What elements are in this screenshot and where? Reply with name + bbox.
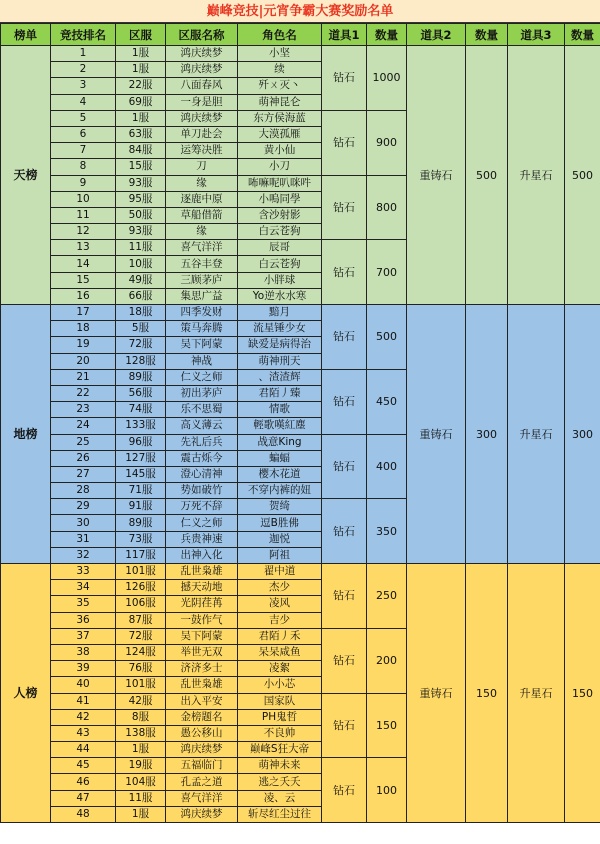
server-cell: 124服	[116, 644, 166, 660]
reward-table	[0, 23, 600, 823]
server-cell: 22服	[116, 78, 166, 94]
server-name-cell: 仁义之师	[166, 515, 238, 531]
role-name-cell: 萌神未来	[238, 758, 322, 774]
role-name-cell: 缺爱是病得治	[238, 337, 322, 353]
server-name-cell: 鸿庆续梦	[166, 806, 238, 822]
rank-cell: 17	[51, 305, 116, 321]
header-server-name: 区服名称	[166, 24, 238, 46]
rank-cell: 16	[51, 288, 116, 304]
server-name-cell: 五福临门	[166, 758, 238, 774]
server-name-cell: 四季发财	[166, 305, 238, 321]
rank-cell: 15	[51, 272, 116, 288]
server-name-cell: 缘	[166, 224, 238, 240]
item1-cell: 钻石	[322, 369, 367, 434]
rank-cell: 14	[51, 256, 116, 272]
server-name-cell: 一身是胆	[166, 94, 238, 110]
server-name-cell: 震古烁今	[166, 450, 238, 466]
header-qty1: 数量	[367, 24, 407, 46]
server-cell: 93服	[116, 175, 166, 191]
server-name-cell: 乐不思蜀	[166, 402, 238, 418]
header-qty3: 数量	[565, 24, 600, 46]
server-cell: 18服	[116, 305, 166, 321]
server-cell: 1服	[116, 110, 166, 126]
server-name-cell: 出入平安	[166, 693, 238, 709]
board-name: 地榜	[1, 305, 51, 564]
server-cell: 95服	[116, 191, 166, 207]
rank-cell: 47	[51, 790, 116, 806]
page-title: 巅峰竞技|元宵争霸大赛奖励名单	[0, 0, 600, 23]
server-cell: 72服	[116, 628, 166, 644]
server-cell: 127服	[116, 450, 166, 466]
server-name-cell: 先礼后兵	[166, 434, 238, 450]
role-name-cell: 君陌丿臻	[238, 385, 322, 401]
qty1-cell: 450	[367, 369, 407, 434]
role-name-cell: 巅峰S狂大帝	[238, 742, 322, 758]
item1-cell: 钻石	[322, 240, 367, 305]
role-name-cell: 贺绮	[238, 499, 322, 515]
rank-cell: 45	[51, 758, 116, 774]
rank-cell: 26	[51, 450, 116, 466]
role-name-cell: 小坚	[238, 46, 322, 62]
header-item3: 道具3	[508, 24, 565, 46]
server-name-cell: 喜气洋洋	[166, 240, 238, 256]
server-cell: 117服	[116, 547, 166, 563]
server-cell: 74服	[116, 402, 166, 418]
rank-cell: 13	[51, 240, 116, 256]
role-name-cell: 流星锤少女	[238, 321, 322, 337]
server-cell: 11服	[116, 790, 166, 806]
role-name-cell: 战意King	[238, 434, 322, 450]
role-name-cell: 逗B胜佛	[238, 515, 322, 531]
server-name-cell: 运筹决胜	[166, 143, 238, 159]
rank-cell: 36	[51, 612, 116, 628]
role-name-cell: 白云苍狗	[238, 256, 322, 272]
server-cell: 72服	[116, 337, 166, 353]
header-board: 榜单	[1, 24, 51, 46]
server-name-cell: 光阴荏苒	[166, 596, 238, 612]
qty2-cell: 150	[466, 564, 508, 823]
rank-cell: 19	[51, 337, 116, 353]
qty1-cell: 250	[367, 564, 407, 629]
server-cell: 15服	[116, 159, 166, 175]
role-name-cell: 白云苍狗	[238, 224, 322, 240]
item1-cell: 钻石	[322, 110, 367, 175]
role-name-cell: 呆呆咸鱼	[238, 644, 322, 660]
rank-cell: 22	[51, 385, 116, 401]
server-name-cell: 出神入化	[166, 547, 238, 563]
item1-cell: 钻石	[322, 175, 367, 240]
qty1-cell: 500	[367, 305, 407, 370]
server-name-cell: 草船借箭	[166, 207, 238, 223]
role-name-cell: 萌神昆仑	[238, 94, 322, 110]
server-name-cell: 鸿庆续梦	[166, 46, 238, 62]
rank-cell: 37	[51, 628, 116, 644]
server-cell: 1服	[116, 742, 166, 758]
rank-cell: 44	[51, 742, 116, 758]
board-name: 天榜	[1, 46, 51, 305]
server-name-cell: 兵贵神速	[166, 531, 238, 547]
server-cell: 101服	[116, 677, 166, 693]
rank-cell: 12	[51, 224, 116, 240]
item1-cell: 钻石	[322, 46, 367, 111]
server-cell: 104服	[116, 774, 166, 790]
item1-cell: 钻石	[322, 628, 367, 693]
item1-cell: 钻石	[322, 758, 367, 823]
rank-cell: 21	[51, 369, 116, 385]
server-cell: 89服	[116, 515, 166, 531]
table-row	[1, 46, 600, 62]
server-cell: 89服	[116, 369, 166, 385]
role-name-cell: 咘嘛呢叭咪吽	[238, 175, 322, 191]
server-cell: 49服	[116, 272, 166, 288]
server-name-cell: 高义薄云	[166, 418, 238, 434]
qty1-cell: 1000	[367, 46, 407, 111]
server-cell: 1服	[116, 62, 166, 78]
header-qty2: 数量	[466, 24, 508, 46]
rank-cell: 31	[51, 531, 116, 547]
server-name-cell: 一鼓作气	[166, 612, 238, 628]
server-name-cell: 单刀赴会	[166, 126, 238, 142]
role-name-cell: 黄小仙	[238, 143, 322, 159]
header-server: 区服	[116, 24, 166, 46]
role-name-cell: 不穿内裤的妞	[238, 483, 322, 499]
rank-cell: 41	[51, 693, 116, 709]
role-name-cell: 凌、云	[238, 790, 322, 806]
item1-cell: 钻石	[322, 564, 367, 629]
server-cell: 50服	[116, 207, 166, 223]
server-name-cell: 举世无双	[166, 644, 238, 660]
server-name-cell: 五谷丰登	[166, 256, 238, 272]
server-name-cell: 鸿庆续梦	[166, 110, 238, 126]
server-cell: 96服	[116, 434, 166, 450]
server-cell: 42服	[116, 693, 166, 709]
server-name-cell: 刀	[166, 159, 238, 175]
role-name-cell: 歼ㄨ灭丶	[238, 78, 322, 94]
qty3-cell: 300	[565, 305, 600, 564]
server-name-cell: 八面春风	[166, 78, 238, 94]
role-name-cell: 不良帅	[238, 725, 322, 741]
server-name-cell: 势如破竹	[166, 483, 238, 499]
role-name-cell: 东方侯海蓝	[238, 110, 322, 126]
rank-cell: 32	[51, 547, 116, 563]
table-row	[1, 564, 600, 580]
rank-cell: 2	[51, 62, 116, 78]
role-name-cell: 小嗚同學	[238, 191, 322, 207]
rank-cell: 11	[51, 207, 116, 223]
rank-cell: 39	[51, 661, 116, 677]
rank-cell: 5	[51, 110, 116, 126]
server-cell: 76服	[116, 661, 166, 677]
server-name-cell: 集思广益	[166, 288, 238, 304]
server-cell: 10服	[116, 256, 166, 272]
server-name-cell: 愚公移山	[166, 725, 238, 741]
rank-cell: 25	[51, 434, 116, 450]
qty1-cell: 400	[367, 434, 407, 499]
rank-cell: 24	[51, 418, 116, 434]
qty1-cell: 200	[367, 628, 407, 693]
server-cell: 128服	[116, 353, 166, 369]
role-name-cell: 輕歌嘆紅塵	[238, 418, 322, 434]
role-name-cell: 君陌丿禾	[238, 628, 322, 644]
role-name-cell: 国家队	[238, 693, 322, 709]
server-cell: 19服	[116, 758, 166, 774]
server-cell: 66服	[116, 288, 166, 304]
server-cell: 69服	[116, 94, 166, 110]
rank-cell: 38	[51, 644, 116, 660]
server-name-cell: 孔孟之道	[166, 774, 238, 790]
server-name-cell: 逐鹿中原	[166, 191, 238, 207]
server-cell: 11服	[116, 240, 166, 256]
item3-cell: 升星石	[508, 46, 565, 305]
rank-cell: 42	[51, 709, 116, 725]
server-cell: 126服	[116, 580, 166, 596]
server-cell: 8服	[116, 709, 166, 725]
server-cell: 5服	[116, 321, 166, 337]
server-cell: 73服	[116, 531, 166, 547]
qty2-cell: 300	[466, 305, 508, 564]
item3-cell: 升星石	[508, 305, 565, 564]
server-name-cell: 万死不辞	[166, 499, 238, 515]
rank-cell: 9	[51, 175, 116, 191]
server-cell: 138服	[116, 725, 166, 741]
server-cell: 145服	[116, 466, 166, 482]
role-name-cell: 大漠孤雁	[238, 126, 322, 142]
server-name-cell: 仁义之师	[166, 369, 238, 385]
server-name-cell: 策马奔腾	[166, 321, 238, 337]
server-cell: 1服	[116, 46, 166, 62]
table-body	[1, 46, 600, 823]
server-name-cell: 吴下阿蒙	[166, 337, 238, 353]
server-name-cell: 撼天动地	[166, 580, 238, 596]
header-item1: 道具1	[322, 24, 367, 46]
rank-cell: 35	[51, 596, 116, 612]
server-name-cell: 澄心清神	[166, 466, 238, 482]
role-name-cell: 蝙蝠	[238, 450, 322, 466]
qty1-cell: 350	[367, 499, 407, 564]
server-cell: 91服	[116, 499, 166, 515]
item1-cell: 钻石	[322, 693, 367, 758]
role-name-cell: 凌风	[238, 596, 322, 612]
server-name-cell: 三顾茅庐	[166, 272, 238, 288]
role-name-cell: 杰少	[238, 580, 322, 596]
role-name-cell: 迦悦	[238, 531, 322, 547]
rank-cell: 20	[51, 353, 116, 369]
server-cell: 87服	[116, 612, 166, 628]
rank-cell: 33	[51, 564, 116, 580]
rank-cell: 30	[51, 515, 116, 531]
item2-cell: 重铸石	[407, 46, 466, 305]
qty2-cell: 500	[466, 46, 508, 305]
qty1-cell: 150	[367, 693, 407, 758]
rank-cell: 18	[51, 321, 116, 337]
server-name-cell: 神战	[166, 353, 238, 369]
rank-cell: 23	[51, 402, 116, 418]
item2-cell: 重铸石	[407, 305, 466, 564]
rank-cell: 34	[51, 580, 116, 596]
role-name-cell: 凌絮	[238, 661, 322, 677]
role-name-cell: 情歌	[238, 402, 322, 418]
server-cell: 133服	[116, 418, 166, 434]
server-cell: 63服	[116, 126, 166, 142]
server-name-cell: 金榜题名	[166, 709, 238, 725]
server-cell: 101服	[116, 564, 166, 580]
server-cell: 1服	[116, 806, 166, 822]
rank-cell: 48	[51, 806, 116, 822]
rank-cell: 1	[51, 46, 116, 62]
role-name-cell: 含沙射影	[238, 207, 322, 223]
server-name-cell: 济济多士	[166, 661, 238, 677]
table-header	[1, 24, 600, 46]
rank-cell: 8	[51, 159, 116, 175]
server-name-cell: 喜气洋洋	[166, 790, 238, 806]
server-cell: 71服	[116, 483, 166, 499]
server-cell: 106服	[116, 596, 166, 612]
server-name-cell: 鸿庆续梦	[166, 742, 238, 758]
qty1-cell: 900	[367, 110, 407, 175]
role-name-cell: 斩尽红尘过往	[238, 806, 322, 822]
rank-cell: 10	[51, 191, 116, 207]
rank-cell: 43	[51, 725, 116, 741]
role-name-cell: Yo逆水水寒	[238, 288, 322, 304]
role-name-cell: 小小芯	[238, 677, 322, 693]
qty3-cell: 150	[565, 564, 600, 823]
item2-cell: 重铸石	[407, 564, 466, 823]
server-name-cell: 乱世枭雄	[166, 677, 238, 693]
board-name: 人榜	[1, 564, 51, 823]
server-name-cell: 初出茅庐	[166, 385, 238, 401]
table-row	[1, 305, 600, 321]
role-name-cell: 萌神刑天	[238, 353, 322, 369]
server-cell: 93服	[116, 224, 166, 240]
role-name-cell: 阿祖	[238, 547, 322, 563]
role-name-cell: 续	[238, 62, 322, 78]
header-role: 角色名	[238, 24, 322, 46]
server-name-cell: 缘	[166, 175, 238, 191]
role-name-cell: 吉少	[238, 612, 322, 628]
role-name-cell: 逃之夭夭	[238, 774, 322, 790]
rank-cell: 4	[51, 94, 116, 110]
qty3-cell: 500	[565, 46, 600, 305]
rank-cell: 27	[51, 466, 116, 482]
item1-cell: 钻石	[322, 499, 367, 564]
rank-cell: 29	[51, 499, 116, 515]
role-name-cell: 辰哥	[238, 240, 322, 256]
server-cell: 56服	[116, 385, 166, 401]
role-name-cell: PH鬼哲	[238, 709, 322, 725]
rank-cell: 46	[51, 774, 116, 790]
qty1-cell: 800	[367, 175, 407, 240]
server-name-cell: 吴下阿蒙	[166, 628, 238, 644]
server-name-cell: 乱世枭雄	[166, 564, 238, 580]
role-name-cell: 小刀	[238, 159, 322, 175]
item1-cell: 钻石	[322, 305, 367, 370]
rank-cell: 3	[51, 78, 116, 94]
rank-cell: 40	[51, 677, 116, 693]
role-name-cell: 翟中道	[238, 564, 322, 580]
role-name-cell: 黯月	[238, 305, 322, 321]
item1-cell: 钻石	[322, 434, 367, 499]
header-item2: 道具2	[407, 24, 466, 46]
qty1-cell: 100	[367, 758, 407, 823]
role-name-cell: 、渣渣辉	[238, 369, 322, 385]
qty1-cell: 700	[367, 240, 407, 305]
header-rank: 竞技排名	[51, 24, 116, 46]
rank-cell: 28	[51, 483, 116, 499]
item3-cell: 升星石	[508, 564, 565, 823]
server-cell: 84服	[116, 143, 166, 159]
server-name-cell: 鸿庆续梦	[166, 62, 238, 78]
rank-cell: 7	[51, 143, 116, 159]
role-name-cell: 小胖球	[238, 272, 322, 288]
role-name-cell: 樱木花道	[238, 466, 322, 482]
rank-cell: 6	[51, 126, 116, 142]
